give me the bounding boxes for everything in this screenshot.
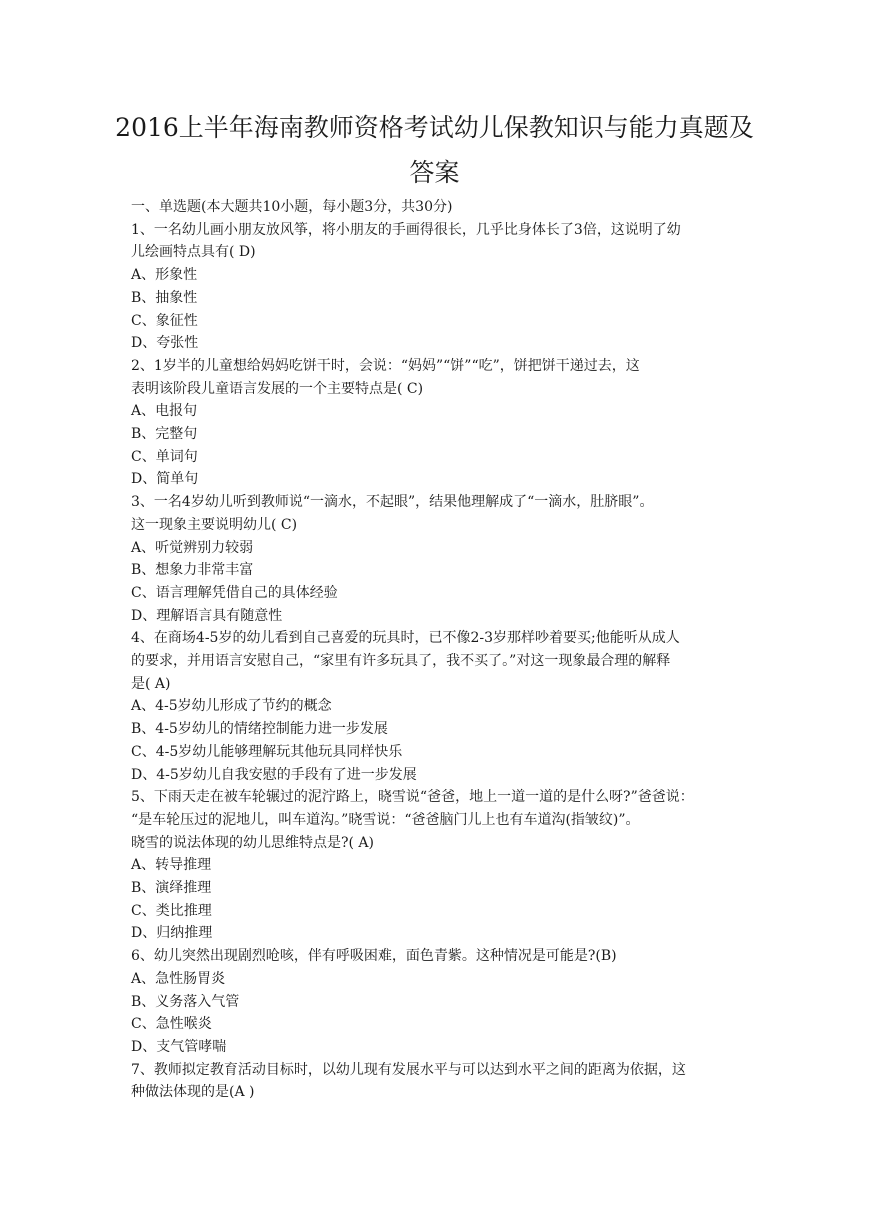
answer-option: A、急性肠胃炎	[131, 970, 226, 987]
question-stem-line: 晓雪的说法体现的幼儿思维特点是?( A)	[131, 834, 374, 851]
question-stem-line: 4、在商场4-5岁的幼儿看到自己喜爱的玩具时，已不像2-3岁那样吵着要买;他能听从成人	[131, 630, 680, 647]
answer-option: D、4-5岁幼儿自我安慰的手段有了进一步发展	[131, 766, 417, 783]
answer-option: C、4-5岁幼儿能够理解玩其他玩具同样快乐	[131, 743, 403, 760]
question-stem-line: 的要求，并用语言安慰自己，“家里有许多玩具了，我不买了。”对这一现象最合理的解释	[131, 653, 671, 669]
answer-option: B、4-5岁幼儿的情绪控制能力进一步发展	[131, 721, 388, 738]
answer-option: A、听觉辨别力较弱	[131, 539, 254, 556]
answer-option: B、抽象性	[131, 289, 198, 306]
question-stem-line: 1、一名幼儿画小朋友放风筝，将小朋友的手画得很长，几乎比身体长了3倍，这说明了幼	[131, 221, 681, 238]
question-stem-line: 表明该阶段儿童语言发展的一个主要特点是( C)	[131, 380, 424, 397]
answer-option: D、理解语言具有随意性	[131, 607, 283, 624]
answer-option: A、电报句	[131, 403, 198, 420]
answer-option: B、义务落入气管	[131, 993, 240, 1010]
answer-option: C、单词句	[131, 448, 198, 465]
question-stem-line: 3、一名4岁幼儿听到教师说“一滴水，不起眼”，结果他理解成了“一滴水，肚脐眼”。	[131, 494, 654, 511]
question-stem-line: 6、幼儿突然出现剧烈呛咳，伴有呼吸困难，面色青紫。这种情况是可能是?(B)	[131, 948, 617, 965]
document-title-line-2: 答案	[409, 158, 460, 187]
answer-option: B、完整句	[131, 426, 198, 442]
answer-option: A、转导推理	[131, 857, 212, 874]
answer-option: A、4-5岁幼儿形成了节约的概念	[131, 698, 332, 715]
question-stem-line: 2、1岁半的儿童想给妈妈吃饼干时，会说：“妈妈”“饼”“吃”，饼把饼干递过去，这	[131, 357, 640, 374]
answer-option: C、急性喉炎	[131, 1016, 212, 1033]
question-stem-line: 是( A)	[131, 675, 171, 692]
answer-option: B、想象力非常丰富	[131, 562, 254, 579]
section-header: 一、单选题(本大题共10小题，每小题3分，共30分)	[131, 199, 453, 215]
question-stem-line: 5、下雨天走在被车轮辗过的泥泞路上，晓雪说“爸爸，地上一道一道的是什么呀?”爸爸说：	[131, 789, 694, 806]
question-stem-line: “是车轮压过的泥地儿，叫车道沟。”晓雪说：“爸爸脑门儿上也有车道沟(指皱纹)”。	[131, 811, 640, 828]
answer-option: C、类比推理	[131, 902, 212, 919]
document-title-line-1: 2016上半年海南教师资格考试幼儿保教知识与能力真题及	[115, 113, 754, 142]
question-stem-line: 这一现象主要说明幼儿( C)	[131, 516, 298, 533]
answer-option: D、夸张性	[131, 335, 199, 352]
question-stem-line: 种做法体现的是(A )	[131, 1084, 255, 1101]
answer-option: C、象征性	[131, 312, 198, 329]
answer-option: D、支气管哮喘	[131, 1038, 227, 1055]
answer-option: B、演绎推理	[131, 880, 212, 896]
answer-option: D、简单句	[131, 471, 199, 488]
answer-option: D、归纳推理	[131, 925, 213, 942]
question-stem-line: 儿绘画特点具有( D)	[131, 244, 256, 261]
answer-option: C、语言理解凭借自己的具体经验	[131, 584, 338, 601]
answer-option: A、形象性	[131, 267, 198, 284]
question-stem-line: 7、教师拟定教育活动目标时，以幼儿现有发展水平与可以达到水平之间的距离为依据，这	[131, 1061, 686, 1078]
